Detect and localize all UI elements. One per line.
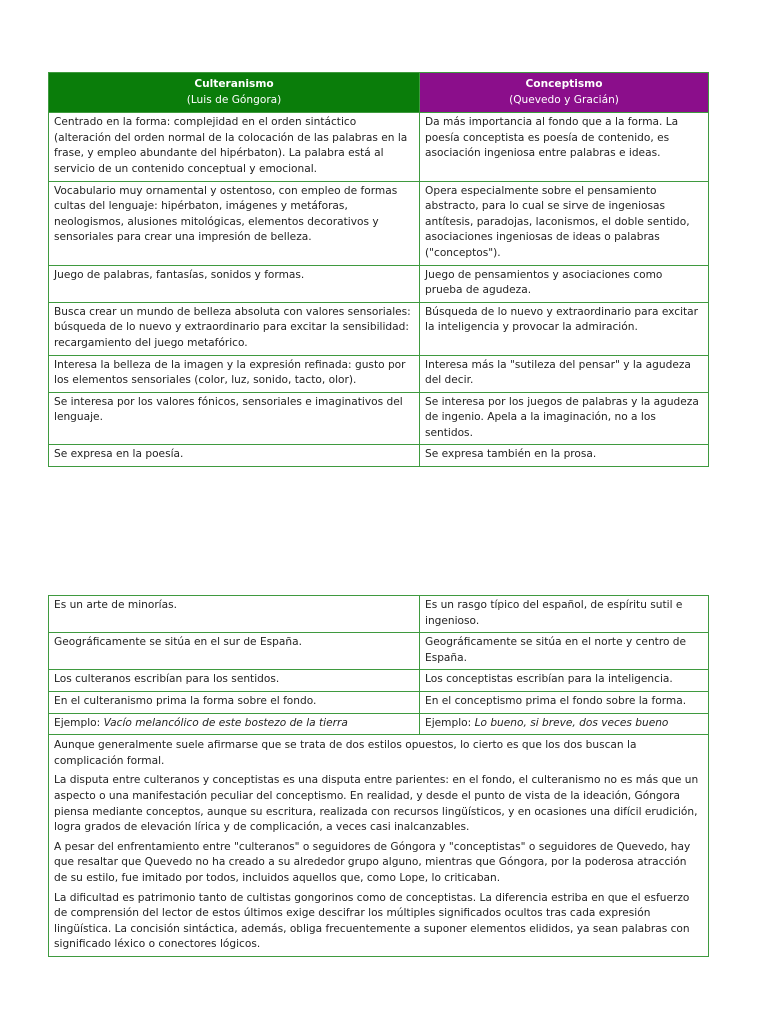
culteranismo-cell: Interesa la belleza de la imagen y la expresión refinada: gusto por los elementos sensoriales (color, luz, sonido, tacto, olor). (49, 355, 420, 392)
conceptismo-cell: Es un rasgo típico del español, de espíritu sutil e ingenioso. (420, 596, 709, 633)
table-row (49, 265, 709, 302)
conceptismo-example-cell (420, 713, 709, 735)
table-row (49, 181, 709, 265)
culteranismo-cell: Juego de palabras, fantasías, sonidos y formas. (49, 265, 420, 302)
conceptismo-cell: Se interesa por los juegos de palabras y la agudeza de ingenio. Apela a la imaginación, no a los sentidos. (420, 392, 709, 445)
notes-paragraph: Aunque generalmente suele afirmarse que se trata de dos estilos opuestos, lo cierto es que los dos buscan la complicación formal. (54, 739, 637, 767)
table-row (49, 691, 709, 713)
culteranismo-title: Culteranismo (194, 78, 274, 90)
notes-cell (49, 735, 709, 957)
comparison-table-2 (48, 595, 709, 957)
conceptismo-title: Conceptismo (525, 78, 603, 90)
culteranismo-header (49, 73, 420, 113)
table-row (49, 113, 709, 181)
conceptismo-cell: Búsqueda de lo nuevo y extraordinario para excitar la inteligencia y provocar la admiración. (420, 302, 709, 355)
culteranismo-cell: Vocabulario muy ornamental y ostentoso, con empleo de formas cultas del lenguaje: hipérbaton, imágenes y metáforas, neologismos, alusiones mitológicas, elementos decorativos y sensoriales para crear una impresión de belleza. (49, 181, 420, 265)
conceptismo-cell: Juego de pensamientos y asociaciones como prueba de agudeza. (420, 265, 709, 302)
conceptismo-header (420, 73, 709, 113)
comparison-table-1 (48, 72, 709, 467)
example-row (49, 713, 709, 735)
notes-paragraph: A pesar del enfrentamiento entre "culteranos" o seguidores de Góngora y "conceptistas" o seguidores de Quevedo, hay que resaltar que Quevedo no ha creado a su alrededor grupo alguno, mientras que Góngora, por la poderosa atracción de su estilo, fue imitado por todos, incluidos aquellos que, como Lope, lo criticaban. (54, 840, 691, 884)
table-header-row (49, 73, 709, 113)
culteranismo-cell: Se interesa por los valores fónicos, sensoriales e imaginativos del lenguaje. (49, 392, 420, 445)
conceptismo-subtitle: (Quevedo y Gracián) (509, 93, 619, 106)
conceptismo-cell: Se expresa también en la prosa. (420, 445, 709, 467)
table-row (49, 596, 709, 633)
culteranismo-cell: Los culteranos escribían para los sentidos. (49, 670, 420, 692)
table-row (49, 392, 709, 445)
notes-paragraph: La disputa entre culteranos y conceptistas es una disputa entre parientes: en el fondo, el culteranismo no es más que un aspecto o una manifestación peculiar del conceptismo. En realidad, y desde el punto de vista de la ideación, Góngora piensa mediante conceptos, aunque su escritura, realizada con recursos lingüísticos, y en ocasiones una difícil erudición, logra grados de elevación lírica y de complicación, a veces casi inalcanzables. (54, 774, 699, 834)
culteranismo-example-cell (49, 713, 420, 735)
conceptismo-example-text: Lo bueno, si breve, dos veces bueno (474, 716, 669, 729)
table-row (49, 670, 709, 692)
culteranismo-cell: Centrado en la forma: complejidad en el orden sintáctico (alteración del orden normal de la colocación de las palabras en la frase, y empleo abundante del hipérbaton). La palabra está al servicio de un contenido conceptual y emocional. (49, 113, 420, 181)
culteranismo-subtitle: (Luis de Góngora) (186, 93, 282, 106)
culteranismo-cell: En el culteranismo prima la forma sobre el fondo. (49, 691, 420, 713)
conceptismo-cell: Los conceptistas escribían para la inteligencia. (420, 670, 709, 692)
conceptismo-cell: En el conceptismo prima el fondo sobre la forma. (420, 691, 709, 713)
notes-paragraph: La dificultad es patrimonio tanto de cultistas gongorinos como de conceptistas. La diferencia estriba en que el esfuerzo de comprensión del lector de estos últimos exige descifrar los múltiples significados ocultos tras cada expresión lingüística. La concisión sintáctica, además, obliga frecuentemente a suponer elementos elididos, ya sean palabras con significado léxico o conectores lógicos. (54, 891, 690, 951)
culteranismo-cell: Es un arte de minorías. (49, 596, 420, 633)
culteranismo-cell: Busca crear un mundo de belleza absoluta con valores sensoriales: búsqueda de lo nuevo y extraordinario para excitar la sensibilidad: recargamiento del juego metafórico. (49, 302, 420, 355)
table-row (49, 355, 709, 392)
table-row (49, 445, 709, 467)
table-row (49, 633, 709, 670)
culteranismo-cell: Se expresa en la poesía. (49, 445, 420, 467)
notes-row (49, 735, 709, 957)
example-label: Ejemplo: (425, 716, 475, 729)
culteranismo-cell: Geográficamente se sitúa en el sur de España. (49, 633, 420, 670)
conceptismo-cell: Opera especialmente sobre el pensamiento abstracto, para lo cual se sirve de ingeniosas antítesis, paradojas, laconismos, el doble sentido, asociaciones ingeniosas de ideas o palabras ("conceptos"). (420, 181, 709, 265)
conceptismo-cell: Interesa más la "sutileza del pensar" y la agudeza del decir. (420, 355, 709, 392)
example-label: Ejemplo: (54, 716, 104, 729)
culteranismo-example-text: Vacío melancólico de este bostezo de la tierra (103, 716, 348, 729)
conceptismo-cell: Geográficamente se sitúa en el norte y centro de España. (420, 633, 709, 670)
conceptismo-cell: Da más importancia al fondo que a la forma. La poesía conceptista es poesía de contenido, es asociación ingeniosa entre palabras e ideas. (420, 113, 709, 181)
table-row (49, 302, 709, 355)
